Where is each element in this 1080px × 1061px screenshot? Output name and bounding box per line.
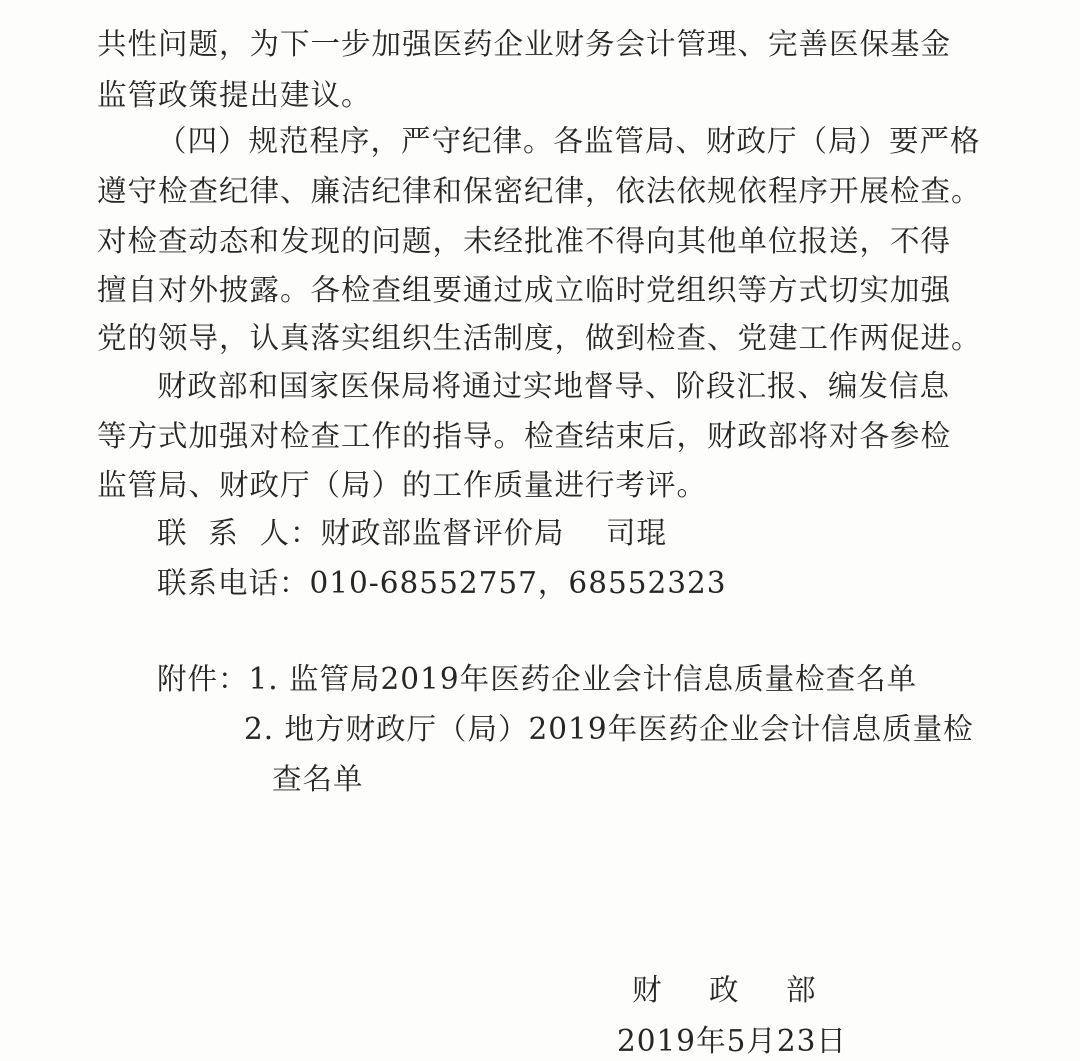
section-four-line-2: 遵守检查纪律、廉洁纪律和保密纪律，依法依规依程序开展检查。 [97,174,982,208]
attachment-item-2-line-1: 2. 地方财政厅（局）2019年医药企业会计信息质量检 [244,712,974,746]
contact-phone: 联系电话：010-68552757，68552323 [157,566,727,600]
attachment-item-1: 附件：1. 监管局2019年医药企业会计信息质量检查名单 [157,662,918,696]
section-four-line-5: 党的领导，认真落实组织生活制度，做到检查、党建工作两促进。 [97,321,982,355]
guidance-line-1: 财政部和国家医保局将通过实地督导、阶段汇报、编发信息 [157,369,951,403]
section-four-line-3: 对检查动态和发现的问题，未经批准不得向其他单位报送，不得 [97,224,952,258]
section-four-line-4: 擅自对外披露。各检查组要通过成立临时党组织等方式切实加强 [97,273,952,307]
issue-date: 2019年5月23日 [617,1024,847,1058]
intro-line-2: 监管政策提出建议。 [97,78,372,112]
attachment-item-2-line-2: 查名单 [272,762,364,796]
guidance-line-3: 监管局、财政厅（局）的工作质量进行考评。 [97,468,708,502]
guidance-line-2: 等方式加强对检查工作的指导。检查结束后，财政部将对各参检 [97,419,952,453]
section-four-line-1: （四）规范程序，严守纪律。各监管局、财政厅（局）要严格 [157,124,981,158]
intro-line-1: 共性问题，为下一步加强医药企业财务会计管理、完善医保基金 [97,27,952,61]
issuer-signature: 财 政 部 [632,973,818,1007]
contact-person: 联 系 人：财政部监督评价局 司琨 [157,516,668,550]
